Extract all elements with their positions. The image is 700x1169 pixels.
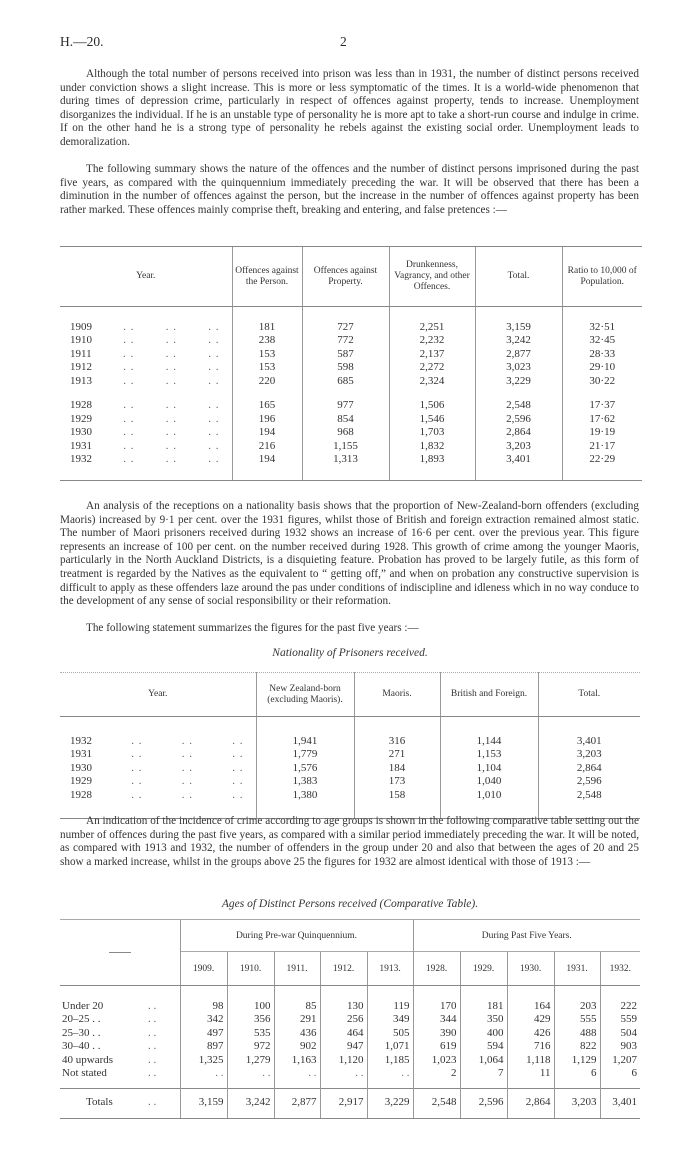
col-other-offences: Drunkenness, Vagrancy, and other Offences. — [389, 247, 475, 307]
age-group-label: Not stated — [62, 1067, 107, 1080]
page-number: 2 — [340, 34, 347, 49]
age-group-label: Under 20 — [62, 999, 104, 1012]
group-prewar: During Pre-war Quinquennium. — [180, 920, 413, 952]
nationality-table-header — [60, 673, 640, 717]
year-cell: 1931 — [70, 748, 92, 761]
table-row: 1911 . . . . . . 153 587 2,137 2,877 28·33 — [60, 348, 642, 362]
col-year: 1929. — [460, 952, 507, 986]
year-cell: 1910 — [70, 334, 92, 346]
col-year: 1932. — [600, 952, 640, 986]
paragraph-depression-crime: Although the total number of persons received into prison was less than in 1931, the number of distinct persons received under conviction shows a slight increase. This is more or less symptomatic of the times. It is a world-wide phenomenon that during times of depression crime, particularly in respect of offences against property, tends to increase. Unemployment disorganizes the individual. If he is an unstable type of personality he is more apt to take a short-run course and indulge in crime. If on the other hand he is a strong type of personality he rebels against the existing social order. Unemployment leads to demoralization. — [60, 68, 639, 148]
col-year: Year. — [60, 673, 256, 717]
paragraph-offences-summary: The following summary shows the nature of the offences and the number of distinct persons imprisoned during the past five years, as compared with the quinquennium immediately preceding the war. It will be observed that there has been a diminution in the number of offences against the person, but the increase in the number of offences against property has been rather marked. These offences mainly comprise theft, breaking and entering, and false pretences :— — [60, 163, 639, 216]
totals-row: Totals . . 3,159 3,242 2,877 2,917 3,229 2,548 2,596 2,864 3,203 3,401 — [60, 1088, 640, 1118]
table-row: 1929 . . . . . . 1,383 173 1,040 2,596 — [60, 775, 640, 789]
table-row: 25–30 . . . . 497 535 436 464 505 390 400 426 488 504 — [60, 1027, 640, 1041]
col-british-foreign: British and Foreign. — [440, 673, 538, 717]
table-row: 1928 . . . . . . 165 977 1,506 2,548 17·37 — [60, 399, 642, 413]
col-year: 1931. — [554, 952, 600, 986]
col-year: 1912. — [320, 952, 367, 986]
table-row: 1932 . . . . . . 1,941 316 1,144 3,401 — [60, 735, 640, 749]
col-year: 1913. — [367, 952, 413, 986]
nationality-table-caption: Nationality of Prisoners received. — [272, 647, 428, 659]
year-cell: 1911 — [70, 347, 92, 360]
year-cell: 1929 — [70, 775, 92, 788]
table-row: 1930 . . . . . . 194 968 1,703 2,864 19·19 — [60, 426, 642, 440]
col-year: 1910. — [227, 952, 274, 986]
age-group-label: 25–30 . . — [62, 1026, 101, 1039]
table-row: 40 upwards . . 1,325 1,279 1,163 1,120 1,185 1,023 1,064 1,118 1,129 1,207 — [60, 1054, 640, 1068]
nationality-table — [60, 672, 640, 819]
year-cell: 1909 — [70, 320, 92, 333]
offences-table — [60, 246, 642, 481]
year-cell: 1932 — [70, 453, 92, 465]
totals-label: Totals — [60, 1088, 148, 1118]
col-year: 1930. — [507, 952, 554, 986]
paragraph-statement-intro: The following statement summarizes the figures for the past five years :— — [86, 622, 419, 634]
ages-table — [60, 919, 640, 1119]
table-row: 20–25 . . . . 342 356 291 256 349 344 350 429 555 559 — [60, 1013, 640, 1027]
year-cell: 1930 — [70, 426, 92, 438]
year-cell: 1928 — [70, 399, 92, 411]
year-cell: 1932 — [70, 734, 92, 747]
table-row: 1930 . . . . . . 1,576 184 1,104 2,864 — [60, 762, 640, 776]
col-total: Total. — [538, 673, 640, 717]
col-year: Year. — [60, 247, 232, 307]
table-row: 1913 . . . . . . 220 685 2,324 3,229 30·22 — [60, 375, 642, 389]
table-row: 1912 . . . . . . 153 598 2,272 3,023 29·10 — [60, 361, 642, 375]
ages-table-caption: Ages of Distinct Persons received (Comparative Table). — [221, 898, 479, 910]
table-row: 1932 . . . . . . 194 1,313 1,893 3,401 22·29 — [60, 453, 642, 467]
col-maoris: Maoris. — [354, 673, 440, 717]
age-group-label: 20–25 . . — [62, 1013, 101, 1026]
table-row: Under 20 . . 98 100 85 130 119 170 181 164 203 222 — [60, 1000, 640, 1014]
year-cell: 1930 — [70, 761, 92, 774]
table-row: 1928 . . . . . . 1,380 158 1,010 2,548 — [60, 789, 640, 803]
table-row: 1909 . . . . . . 181 727 2,251 3,159 32·51 — [60, 321, 642, 335]
col-total: Total. — [475, 247, 562, 307]
table-row: 1910 . . . . . . 238 772 2,232 3,242 32·45 — [60, 334, 642, 348]
table-row: Not stated . . . . . . . . . . . . 2 7 11 6 6 — [60, 1067, 640, 1081]
table-row: 1931 . . . . . . 216 1,155 1,832 3,203 21·17 — [60, 440, 642, 454]
table-row: 1931 . . . . . . 1,779 271 1,153 3,203 — [60, 748, 640, 762]
age-group-label: 40 upwards — [62, 1053, 114, 1066]
age-group-label: 30–40 . . — [62, 1040, 101, 1053]
paragraph-age-groups: An indication of the incidence of crime according to age groups is shown in the following comparative table setting out the number of offences during the past five years, as compared with a similar period immediately preceding the war. It will be noted, as compared with 1913 and 1932, the number of offenders in the group under 20 and also that between the ages of 20 and 25 show a marked increase, whilst in the groups above 25 the figures for 1932 are almost identical with those of 1913 :— — [60, 815, 639, 868]
col-offences-person: Offences against the Person. — [232, 247, 302, 307]
offences-table-header — [60, 247, 642, 307]
col-year: 1928. — [413, 952, 460, 986]
document-reference: H.—20. — [60, 34, 104, 49]
table-row: 30–40 . . . . 897 972 902 947 1,071 619 594 716 822 903 — [60, 1040, 640, 1054]
col-year: 1909. — [180, 952, 227, 986]
table-row: 1929 . . . . . . 196 854 1,546 2,596 17·62 — [60, 413, 642, 427]
col-ratio: Ratio to 10,000 of Population. — [562, 247, 642, 307]
year-cell: 1913 — [70, 374, 92, 387]
blank-header-dash — [109, 952, 131, 953]
col-nz-born: New Zealand-born (excluding Maoris). — [256, 673, 354, 717]
year-cell: 1929 — [70, 412, 92, 425]
year-cell: 1931 — [70, 439, 92, 452]
year-cell: 1928 — [70, 788, 92, 801]
group-past-five-years: During Past Five Years. — [413, 920, 640, 952]
ages-table-group-header — [60, 920, 640, 952]
col-year: 1911. — [274, 952, 320, 986]
year-cell: 1912 — [70, 361, 92, 373]
col-offences-property: Offences against Property. — [302, 247, 389, 307]
paragraph-nationality-analysis: An analysis of the receptions on a nationality basis shows that the proportion of New-Zealand-born offenders (excluding Maoris) increased by 9·1 per cent. over the 1931 figures, whilst those of British and foreign extraction remained almost static. The number of Maori prisoners received during 1932 shows an increase of 16·6 per cent. over the previous year. This figure represents an increase of 100 per cent. on the number received during 1928. This growth of crime among the younger Maoris, particularly in the North Auckland Districts, is a disquieting feature. Probation has proved to be largely futile, as this form of treatment is regarded by the Natives as the equivalent to “ getting off,” and when on probation any constructive supervision is difficult to apply as these offenders laze around the pas under conditions of indiscipline and idleness which in no way conduce to the development of any sense of social responsibility or their reformation. — [60, 500, 639, 608]
